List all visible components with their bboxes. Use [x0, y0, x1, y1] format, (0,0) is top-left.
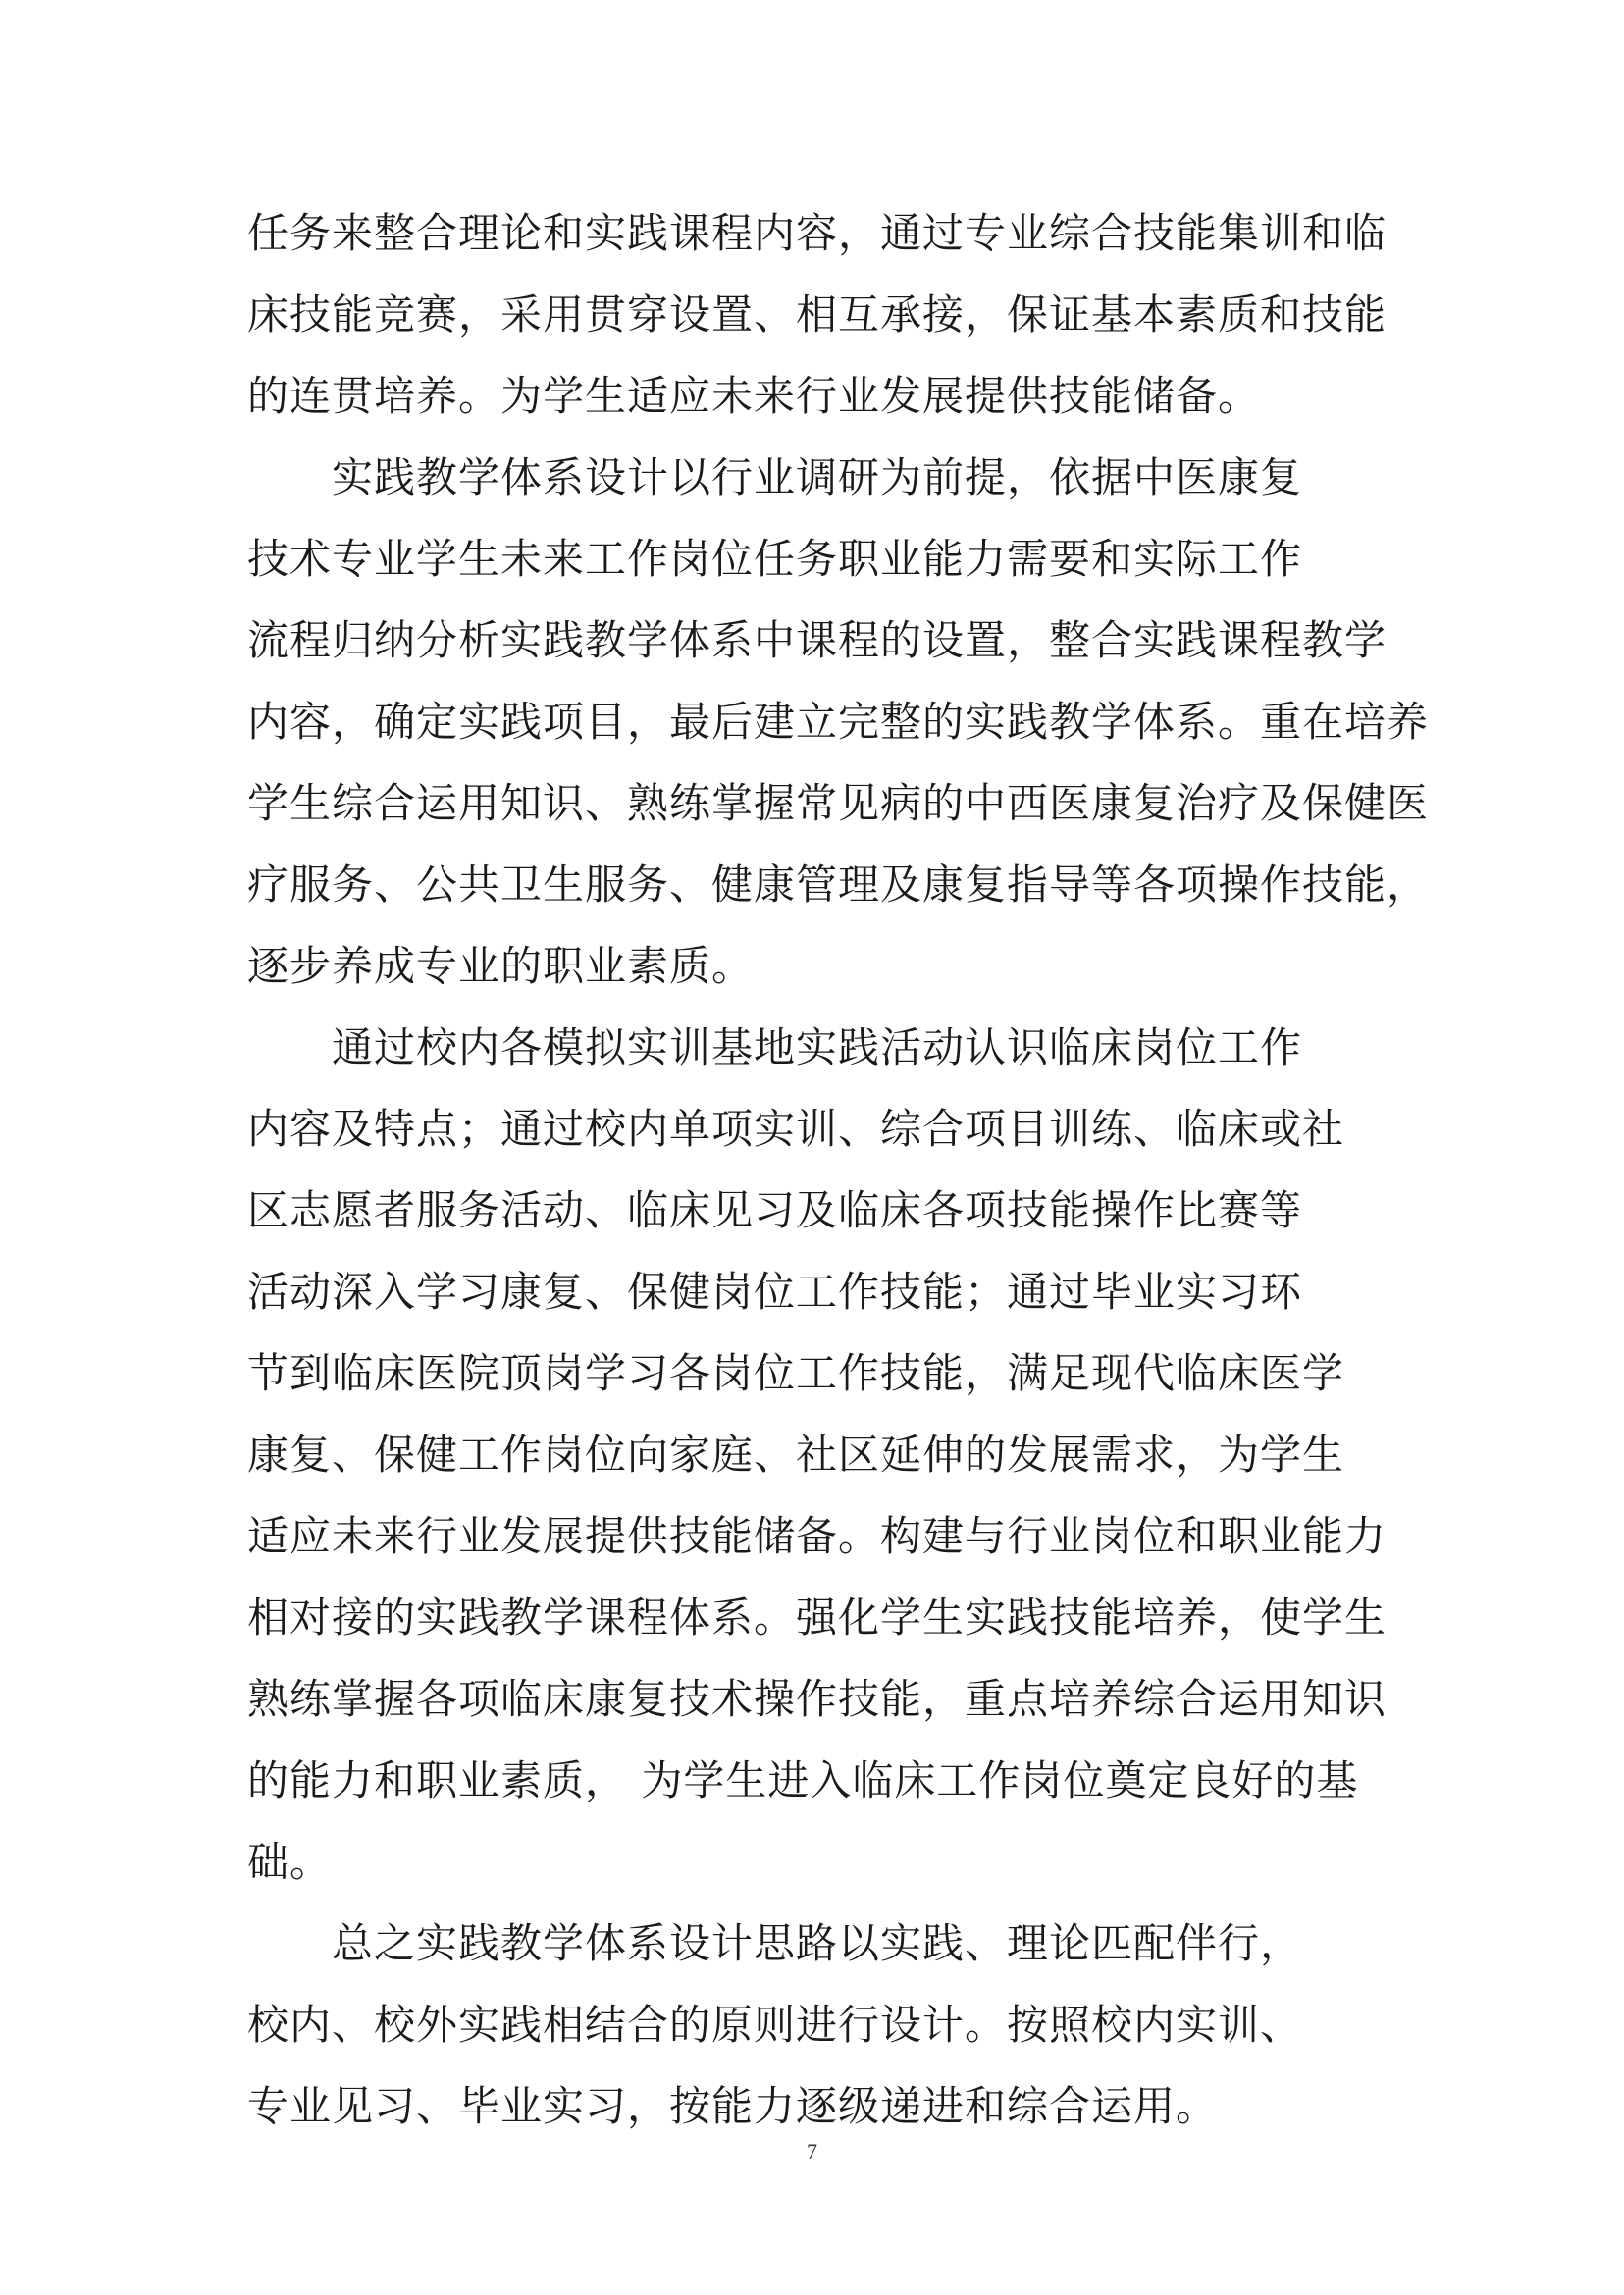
paragraph-3-line-3: 区志愿者服务活动、临床见习及临床各项技能操作比赛等 [247, 1186, 1303, 1234]
paragraph-3-line-7: 适应未来行业发展提供技能储备。构建与行业岗位和职业能力 [247, 1512, 1388, 1560]
paragraph-3-line-8: 相对接的实践教学课程体系。强化学生实践技能培养，使学生 [247, 1593, 1388, 1642]
paragraph-3-line-4: 活动深入学习康复、保健岗位工作技能；通过毕业实习环 [247, 1268, 1303, 1316]
paragraph-2-line-2: 技术专业学生未来工作岗位任务职业能力需要和实际工作 [247, 535, 1303, 583]
paragraph-2-line-3: 流程归纳分析实践教学体系中课程的设置，整合实践课程教学 [247, 616, 1388, 664]
paragraph-3-line-11: 础。 [247, 1838, 333, 1886]
paragraph-1-line-3: 的连贯培养。为学生适应未来行业发展提供技能储备。 [247, 372, 1261, 420]
paragraph-3-line-2: 内容及特点；通过校内单项实训、综合项目训练、临床或社 [247, 1105, 1345, 1153]
paragraph-2-line-6: 疗服务、公共卫生服务、健康管理及康复指导等各项操作技能， [247, 861, 1430, 909]
paragraph-3-line-5: 节到临床医院顶岗学习各岗位工作技能，满足现代临床医学 [247, 1349, 1345, 1397]
paragraph-3-line-10: 的能力和职业素质， 为学生进入临床工作岗位奠定良好的基 [247, 1756, 1359, 1804]
paragraph-2-line-7: 逐步养成专业的职业素质。 [247, 942, 755, 990]
paragraph-3-line-6: 康复、保健工作岗位向家庭、社区延伸的发展需求，为学生 [247, 1431, 1345, 1479]
paragraph-1-line-1: 任务来整合理论和实践课程内容，通过专业综合技能集训和临 [247, 209, 1388, 257]
paragraph-4-line-3: 专业见习、毕业实习，按能力逐级递进和综合运用。 [247, 2082, 1219, 2130]
page-number: 7 [807, 2139, 817, 2164]
paragraph-4-line-2: 校内、校外实践相结合的原则进行设计。按照校内实训、 [247, 2001, 1303, 2049]
paragraph-3-line-9: 熟练掌握各项临床康复技术操作技能，重点培养综合运用知识 [247, 1675, 1388, 1723]
paragraph-3-line-1: 通过校内各模拟实训基地实践活动认识临床岗位工作 [332, 1023, 1303, 1071]
paragraph-2-line-4: 内容，确定实践项目，最后建立完整的实践教学体系。重在培养 [247, 698, 1430, 746]
paragraph-2-line-1: 实践教学体系设计以行业调研为前提，依据中医康复 [332, 453, 1303, 501]
paragraph-2-line-5: 学生综合运用知识、熟练掌握常见病的中西医康复治疗及保健医 [247, 779, 1430, 827]
paragraph-4-line-1: 总之实践教学体系设计思路以实践、理论匹配伴行， [332, 1919, 1303, 1967]
paragraph-1-line-2: 床技能竞赛，采用贯穿设置、相互承接，保证基本素质和技能 [247, 290, 1388, 339]
